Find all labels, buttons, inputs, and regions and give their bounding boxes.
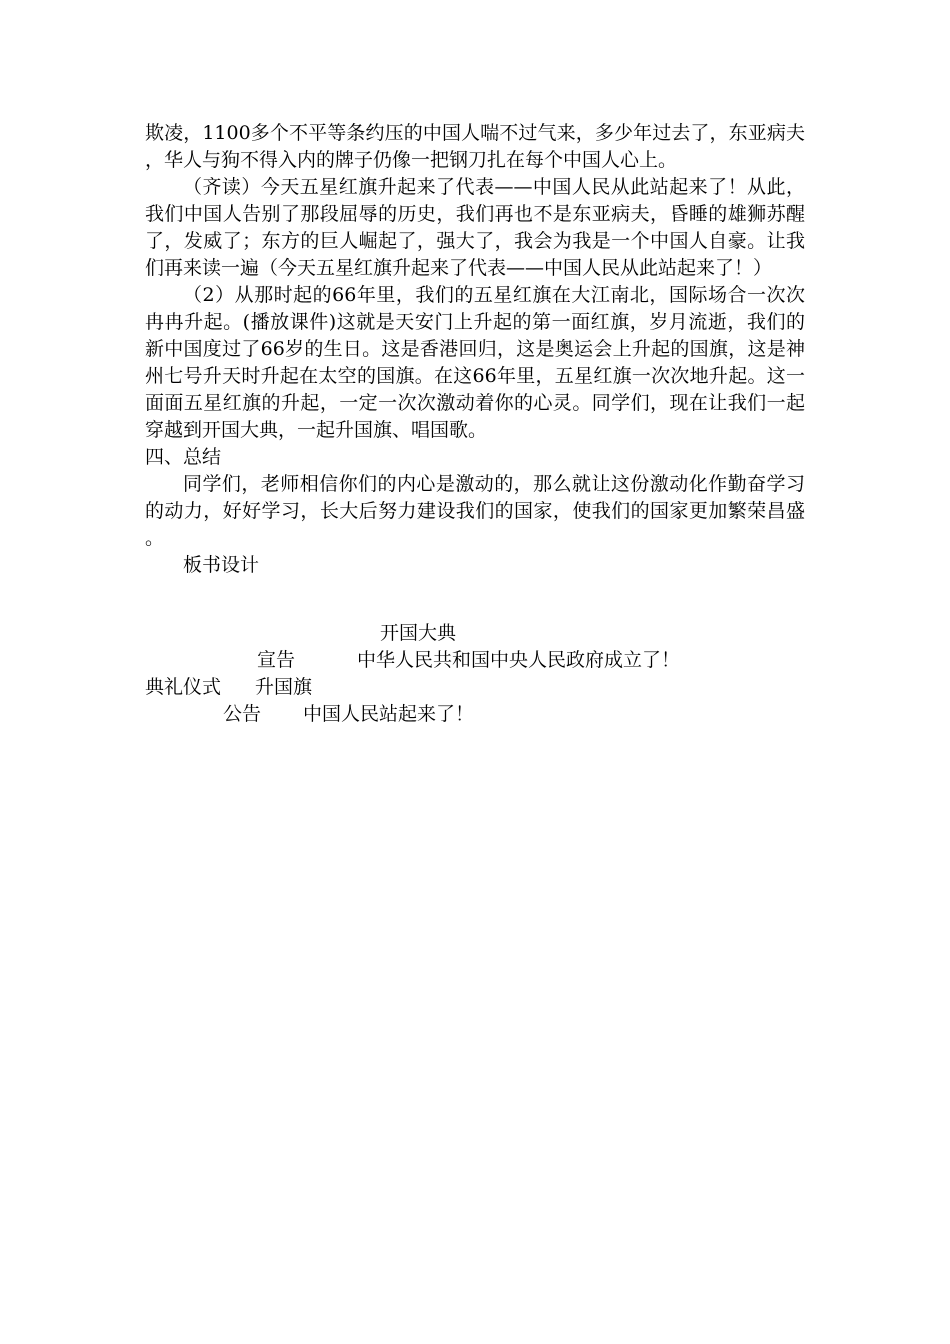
board-design-label: 板书设计 [183,554,260,576]
board-notice-label: 公告 [223,703,262,725]
board-ceremony-label: 典礼仪式 [145,676,222,698]
paragraph-3: （2）从那时起的66年里，我们的五星红旗在大江南北，国际场合一次次冉冉升起。(播放课件)这就是天安门上升起的第一面红旗，岁月流逝，我们的新中国度过了66岁的生日。这是香港回归，这是奥运会上升起的国旗，这是神州七号升天时升起在太空的国旗。在这66年里，五星红旗一次次地升起。这一面面五星红旗的升起，一定一次次激动着你的心灵。同学们，现在让我们一起穿越到开国大典，一起升国旗、唱国歌。 [145,284,805,441]
summary-paragraph: 同学们，老师相信你们的内心是激动的，那么就让这份激动化作勤奋学习的动力，好好学习，长大后努力建设我们的国家，使我们的国家更加繁荣昌盛。 [145,473,805,549]
board-notice-text: 中国人民站起来了！ [303,703,475,725]
board-design [145,620,805,728]
board-announce-text: 中华人民共和国中央人民政府成立了！ [357,649,681,671]
section-heading: 四、总结 [145,446,222,468]
board-title: 开国大典 [380,622,457,644]
paragraph-2: （齐读）今天五星红旗升起来了代表——中国人民从此站起来了！从此，我们中国人告别了那段屈辱的历史，我们再也不是东亚病夫，昏睡的雄狮苏醒了，发威了；东方的巨人崛起了，强大了，我会为我是一个中国人自豪。让我们再来读一遍（今天五星红旗升起来了代表——中国人民从此站起来了！） [145,176,805,279]
paragraph-1: 欺凌，1100多个不平等条约压的中国人喘不过气来，多少年过去了，东亚病夫，华人与狗不得入内的牌子仍像一把钢刀扎在每个中国人心上。 [145,122,805,171]
board-announce-label: 宣告 [257,649,296,671]
board-flag-label: 升国旗 [255,676,313,698]
body-text [145,120,805,579]
